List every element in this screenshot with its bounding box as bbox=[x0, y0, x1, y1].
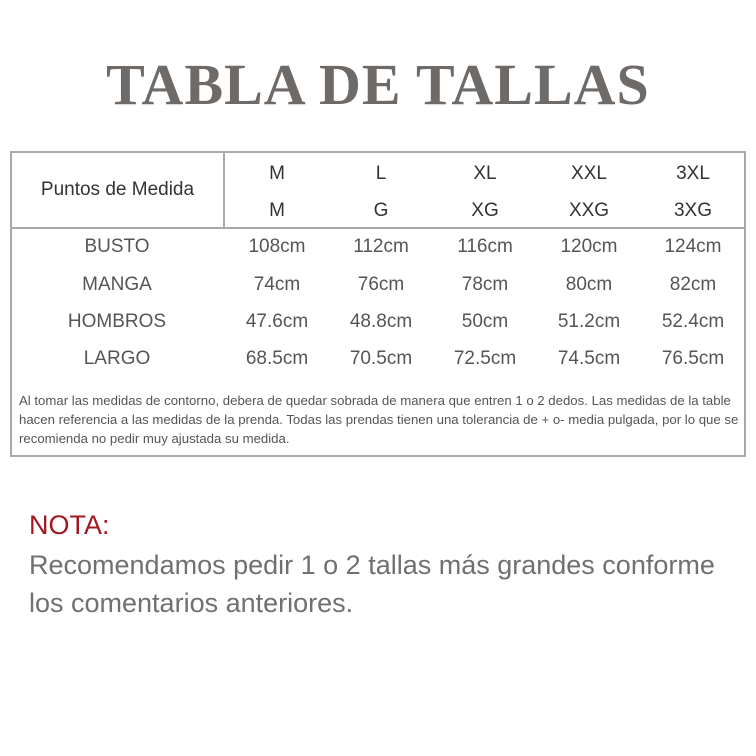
measurement-footnote: Al tomar las medidas de contorno, debera de quedar sobrada de manera que entren 1 o 2 dedos. Las medidas de la table hacen referencia a las medidas de la prenda. Todas las prendas tienen una tolerancia de + o- media pulgada, por lo que se recomienda no pedir muy ajustada su medida. bbox=[19, 393, 739, 446]
size-es-g: G bbox=[373, 200, 389, 221]
table-cell: 68.5cm bbox=[245, 348, 309, 369]
size-es-m: M bbox=[269, 200, 285, 221]
table-row bbox=[12, 305, 744, 342]
table-row bbox=[12, 268, 744, 305]
table-cell: 76cm bbox=[357, 274, 405, 295]
size-us-xxl: XXL bbox=[571, 163, 607, 184]
table-cell: 108cm bbox=[248, 236, 306, 257]
table-cell: 74.5cm bbox=[557, 348, 621, 369]
table-cell: 112cm bbox=[353, 236, 409, 257]
row-label-largo: LARGO bbox=[83, 348, 151, 369]
note-label: NOTA: bbox=[29, 510, 110, 540]
measurement-points-header: Puntos de Medida bbox=[12, 153, 225, 227]
table-cell: 78cm bbox=[461, 274, 509, 295]
size-us-3xl: 3XL bbox=[676, 163, 710, 184]
table-cell: 82cm bbox=[669, 274, 717, 295]
table-cell: 52.4cm bbox=[661, 311, 725, 332]
table-cell: 72.5cm bbox=[453, 348, 517, 369]
size-table-header bbox=[12, 153, 744, 227]
table-cell: 47.6cm bbox=[245, 311, 309, 332]
table-cell: 120cm bbox=[560, 236, 618, 257]
size-es-xg: XG bbox=[471, 200, 499, 221]
table-cell: 50cm bbox=[461, 311, 509, 332]
table-cell: 124cm bbox=[664, 236, 722, 257]
header-divider bbox=[12, 227, 744, 229]
row-label-hombros: HOMBROS bbox=[67, 311, 167, 332]
table-cell: 70.5cm bbox=[349, 348, 413, 369]
row-label-busto: BUSTO bbox=[84, 236, 150, 257]
size-es-xxg: XXG bbox=[568, 200, 610, 221]
table-row bbox=[12, 342, 744, 379]
size-us-m: M bbox=[269, 163, 285, 184]
size-es-3xg: 3XG bbox=[673, 200, 713, 221]
size-us-xl: XL bbox=[473, 163, 497, 184]
table-row bbox=[12, 230, 744, 267]
row-label-manga: MANGA bbox=[82, 274, 152, 295]
page-title: TABLA DE TALLAS bbox=[106, 52, 650, 117]
table-cell: 76.5cm bbox=[661, 348, 725, 369]
table-cell: 51.2cm bbox=[557, 311, 621, 332]
table-cell: 48.8cm bbox=[349, 311, 413, 332]
table-cell: 74cm bbox=[253, 274, 301, 295]
note-text: Recomendamos pedir 1 o 2 tallas más grandes conforme los comentarios anteriores. bbox=[29, 550, 715, 618]
size-us-l: L bbox=[375, 163, 387, 184]
size-table bbox=[10, 151, 746, 457]
table-cell: 80cm bbox=[565, 274, 613, 295]
table-cell: 116cm bbox=[457, 236, 513, 257]
